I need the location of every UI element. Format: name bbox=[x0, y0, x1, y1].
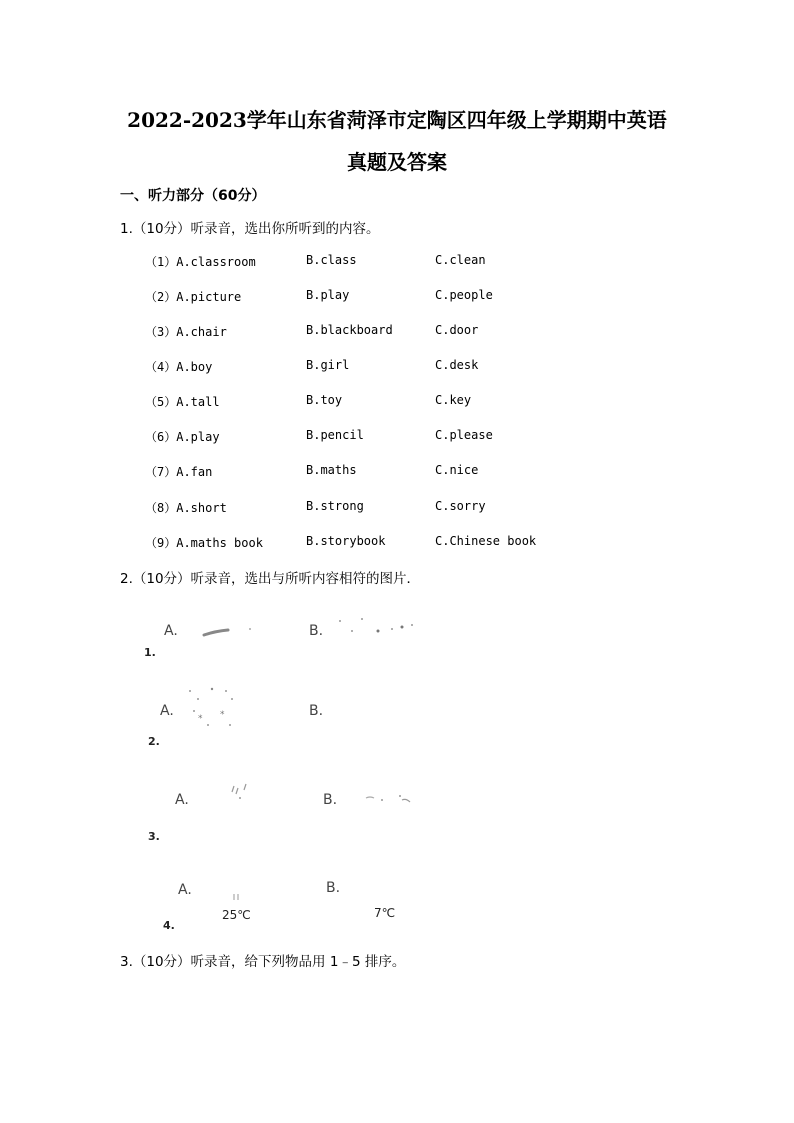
option-b: B.blackboard bbox=[306, 323, 393, 337]
picture-option-a-label: A. bbox=[175, 792, 189, 808]
option-a: （8）A.short bbox=[145, 501, 227, 515]
question-3-heading: 3.（10分）听录音，给下列物品用 1﹣5 排序。 bbox=[120, 954, 406, 970]
weather-image-b bbox=[360, 790, 420, 810]
option-a: （1）A.classroom bbox=[145, 255, 256, 269]
page-title: 2022-2023学年山东省菏泽市定陶区四年级上学期期中英语 bbox=[127, 108, 667, 132]
picture-item bbox=[0, 615, 794, 685]
picture-item-number: 2. bbox=[148, 735, 160, 748]
option-row bbox=[0, 323, 794, 343]
picture-item-number: 4. bbox=[163, 919, 175, 932]
question-1-heading: 1.（10分）听录音，选出你所听到的内容。 bbox=[120, 221, 380, 237]
option-c: C.door bbox=[435, 323, 479, 337]
option-b: B.play bbox=[306, 288, 350, 302]
option-a: （9）A.maths book bbox=[145, 536, 263, 550]
picture-option-b-label: B. bbox=[309, 623, 324, 639]
picture-option-a-label: A. bbox=[164, 623, 178, 639]
svg-text:*: * bbox=[220, 710, 225, 720]
picture-item bbox=[0, 780, 794, 850]
option-row bbox=[0, 393, 794, 413]
option-a: （4）A.boy bbox=[145, 360, 213, 374]
option-b: B.toy bbox=[306, 393, 343, 407]
temperature-a: 25℃ bbox=[222, 908, 251, 922]
weather-image-a bbox=[198, 623, 268, 643]
section-heading: 一、听力部分（60分） bbox=[120, 188, 266, 204]
page-subtitle: 真题及答案 bbox=[347, 150, 447, 174]
option-c: C.desk bbox=[435, 358, 479, 372]
option-c: C.people bbox=[435, 288, 493, 302]
weather-image-a bbox=[226, 780, 256, 804]
option-c: C.nice bbox=[435, 463, 479, 477]
thermometer-icon bbox=[226, 892, 246, 904]
picture-item bbox=[0, 872, 794, 942]
option-a: （3）A.chair bbox=[145, 325, 227, 339]
temperature-b: 7℃ bbox=[374, 906, 396, 920]
option-a: （7）A.fan bbox=[145, 465, 213, 479]
option-b: B.storybook bbox=[306, 534, 386, 548]
option-b: B.pencil bbox=[306, 428, 364, 442]
snow-image-a bbox=[182, 685, 242, 733]
option-row bbox=[0, 428, 794, 448]
option-row bbox=[0, 534, 794, 554]
option-c: C.Chinese book bbox=[435, 534, 537, 548]
option-b: B.strong bbox=[306, 499, 364, 513]
option-c: C.please bbox=[435, 428, 493, 442]
question-2-heading: 2.（10分）听录音，选出与所听内容相符的图片． bbox=[120, 571, 421, 587]
svg-text:*: * bbox=[198, 714, 203, 724]
option-a: （5）A.tall bbox=[145, 395, 220, 409]
picture-option-a-label: A. bbox=[178, 882, 192, 898]
option-b: B.girl bbox=[306, 358, 350, 372]
picture-option-a-label: A. bbox=[160, 703, 174, 719]
option-c: C.sorry bbox=[435, 499, 486, 513]
option-c: C.clean bbox=[435, 253, 486, 267]
option-a: （6）A.play bbox=[145, 430, 220, 444]
option-b: B.class bbox=[306, 253, 357, 267]
picture-item-number: 3. bbox=[148, 830, 160, 843]
picture-option-b-label: B. bbox=[326, 880, 341, 896]
option-row bbox=[0, 358, 794, 378]
option-row bbox=[0, 253, 794, 273]
option-row bbox=[0, 463, 794, 483]
weather-image-b bbox=[326, 615, 426, 645]
option-row bbox=[0, 499, 794, 519]
picture-item bbox=[0, 685, 794, 755]
picture-option-b-label: B. bbox=[323, 792, 338, 808]
picture-item-number: 1. bbox=[144, 646, 156, 659]
picture-option-b-label: B. bbox=[309, 703, 324, 719]
option-b: B.maths bbox=[306, 463, 357, 477]
option-row bbox=[0, 288, 794, 308]
option-a: （2）A.picture bbox=[145, 290, 242, 304]
option-c: C.key bbox=[435, 393, 472, 407]
